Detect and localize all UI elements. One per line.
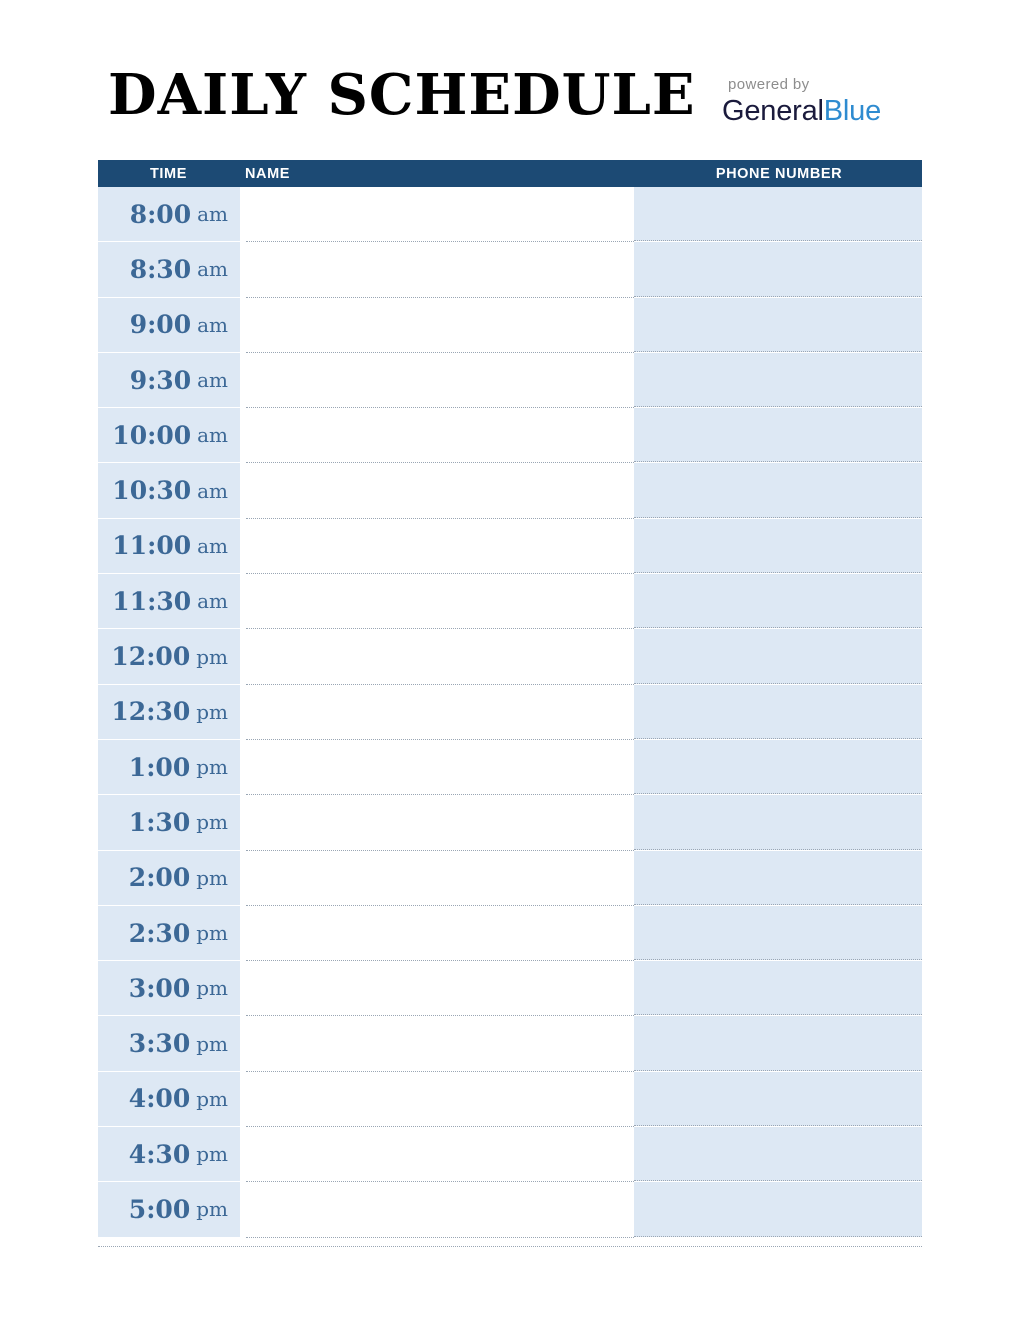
table-row	[98, 1072, 922, 1127]
time-meridiem: am	[197, 312, 228, 337]
dotted-writing-line	[634, 1236, 922, 1237]
time-cell	[98, 906, 240, 961]
name-entry-field[interactable]	[240, 740, 634, 795]
table-row	[98, 961, 922, 1016]
dotted-writing-line	[634, 1070, 922, 1071]
time-cell	[98, 1072, 240, 1127]
time-meridiem: pm	[196, 810, 228, 835]
name-entry-field[interactable]	[240, 187, 634, 242]
time-cell	[98, 298, 240, 353]
phone-entry-field[interactable]	[634, 629, 922, 684]
time-value: 1:30	[128, 807, 191, 837]
time-value: 9:30	[129, 365, 192, 395]
time-meridiem: am	[197, 257, 228, 282]
time-cell	[98, 574, 240, 629]
dotted-writing-line	[634, 1180, 922, 1181]
table-row	[98, 740, 922, 795]
time-value: 11:30	[112, 586, 192, 616]
brand-name-blue: Blue	[823, 95, 882, 127]
phone-entry-field[interactable]	[634, 519, 922, 574]
name-entry-field[interactable]	[240, 463, 634, 518]
phone-entry-field[interactable]	[634, 961, 922, 1016]
phone-entry-field[interactable]	[634, 1072, 922, 1127]
table-row	[98, 353, 922, 408]
phone-entry-field[interactable]	[634, 242, 922, 297]
dotted-writing-line	[634, 904, 922, 905]
time-value: 8:30	[129, 254, 192, 284]
dotted-writing-line	[246, 1237, 634, 1238]
phone-entry-field[interactable]	[634, 353, 922, 408]
time-value: 9:00	[129, 310, 192, 340]
dotted-writing-line	[634, 572, 922, 573]
time-value: 8:00	[129, 199, 192, 229]
schedule-table	[98, 160, 922, 1238]
bottom-rule	[98, 1246, 922, 1247]
dotted-writing-line	[634, 849, 922, 850]
dotted-writing-line	[634, 517, 922, 518]
brand-block	[722, 76, 922, 128]
table-row	[98, 906, 922, 961]
brand-name	[722, 95, 922, 128]
name-entry-field[interactable]	[240, 574, 634, 629]
time-value: 10:00	[112, 420, 192, 450]
time-meridiem: am	[197, 202, 228, 227]
dotted-writing-line	[634, 351, 922, 352]
table-row	[98, 574, 922, 629]
time-meridiem: am	[197, 423, 228, 448]
time-meridiem: pm	[196, 755, 228, 780]
time-meridiem: pm	[196, 1086, 228, 1111]
table-row	[98, 1016, 922, 1071]
time-meridiem: pm	[196, 921, 228, 945]
phone-entry-field[interactable]	[634, 1127, 922, 1182]
name-entry-field[interactable]	[240, 906, 634, 961]
time-meridiem: am	[197, 478, 228, 503]
time-meridiem: pm	[196, 644, 228, 669]
dotted-writing-line	[634, 240, 922, 241]
table-row	[98, 685, 922, 740]
table-row	[98, 242, 922, 297]
phone-entry-field[interactable]	[634, 187, 922, 242]
dotted-writing-line	[634, 959, 922, 960]
time-meridiem: am	[197, 589, 228, 614]
dotted-writing-line	[634, 461, 922, 462]
time-cell	[98, 187, 240, 242]
name-entry-field[interactable]	[240, 795, 634, 850]
page-title: DAILY SCHEDULE	[108, 62, 696, 128]
time-cell	[98, 629, 240, 684]
powered-by-label: powered by	[728, 76, 810, 93]
time-cell	[98, 353, 240, 408]
column-header-time: TIME	[149, 165, 187, 182]
time-meridiem: pm	[196, 976, 228, 1001]
name-entry-field[interactable]	[240, 1072, 634, 1127]
time-cell	[98, 1182, 240, 1237]
phone-entry-field[interactable]	[634, 463, 922, 518]
dotted-writing-line	[634, 296, 922, 297]
time-cell	[98, 463, 240, 518]
time-cell	[98, 795, 240, 850]
phone-entry-field[interactable]	[634, 685, 922, 740]
phone-entry-field[interactable]	[634, 574, 922, 629]
phone-entry-field[interactable]	[634, 906, 922, 961]
time-cell	[98, 740, 240, 795]
time-cell	[98, 1127, 240, 1182]
time-value: 10:30	[112, 476, 192, 506]
phone-entry-field[interactable]	[634, 1182, 922, 1237]
column-header-name: NAME	[244, 165, 291, 182]
name-entry-field[interactable]	[240, 242, 634, 297]
name-entry-field[interactable]	[240, 1016, 634, 1071]
phone-entry-field[interactable]	[634, 851, 922, 906]
time-value: 2:00	[128, 863, 191, 893]
column-header-phone: PHONE NUMBER	[715, 165, 843, 182]
table-body	[98, 187, 922, 1238]
time-value: 12:30	[111, 697, 191, 727]
table-row	[98, 187, 922, 242]
time-meridiem: pm	[196, 699, 228, 724]
phone-entry-field[interactable]	[634, 1016, 922, 1071]
name-entry-field[interactable]	[240, 519, 634, 574]
table-row	[98, 795, 922, 850]
name-entry-field[interactable]	[240, 353, 634, 408]
time-value: 4:00	[128, 1084, 191, 1114]
time-value: 2:30	[128, 918, 191, 948]
time-cell	[98, 961, 240, 1016]
name-entry-field[interactable]	[240, 1182, 634, 1237]
table-row	[98, 1127, 922, 1182]
table-row	[98, 851, 922, 906]
table-row	[98, 1182, 922, 1237]
name-entry-field[interactable]	[240, 298, 634, 353]
time-cell	[98, 1016, 240, 1071]
time-cell	[98, 242, 240, 297]
dotted-writing-line	[634, 683, 922, 684]
time-value: 3:00	[128, 973, 191, 1003]
table-row	[98, 463, 922, 518]
phone-entry-field[interactable]	[634, 408, 922, 463]
phone-entry-field[interactable]	[634, 795, 922, 850]
time-cell	[98, 851, 240, 906]
table-header-row	[98, 160, 922, 187]
time-meridiem: pm	[196, 1197, 228, 1222]
time-value: 11:00	[112, 531, 192, 561]
phone-entry-field[interactable]	[634, 298, 922, 353]
time-cell	[98, 408, 240, 463]
time-meridiem: pm	[196, 1031, 228, 1056]
time-value: 5:00	[128, 1194, 191, 1224]
time-meridiem: am	[197, 368, 228, 393]
table-row	[98, 519, 922, 574]
time-meridiem: pm	[196, 865, 228, 890]
name-entry-field[interactable]	[240, 961, 634, 1016]
dotted-writing-line	[634, 406, 922, 407]
table-row	[98, 298, 922, 353]
dotted-writing-line	[634, 1014, 922, 1015]
time-meridiem: pm	[196, 1142, 228, 1167]
time-value: 4:30	[128, 1139, 191, 1169]
time-cell	[98, 685, 240, 740]
time-value: 12:00	[111, 642, 191, 672]
dotted-writing-line	[634, 627, 922, 628]
time-meridiem: am	[197, 533, 228, 558]
name-entry-field[interactable]	[240, 629, 634, 684]
dotted-writing-line	[634, 793, 922, 794]
phone-entry-field[interactable]	[634, 740, 922, 795]
table-row	[98, 408, 922, 463]
time-value: 3:30	[128, 1029, 191, 1059]
brand-name-general: General	[722, 95, 824, 127]
name-entry-field[interactable]	[240, 1127, 634, 1182]
dotted-writing-line	[634, 1125, 922, 1126]
name-entry-field[interactable]	[240, 408, 634, 463]
time-cell	[98, 519, 240, 574]
table-row	[98, 629, 922, 684]
document-header	[98, 62, 922, 142]
name-entry-field[interactable]	[240, 851, 634, 906]
time-value: 1:00	[128, 752, 191, 782]
name-entry-field[interactable]	[240, 685, 634, 740]
dotted-writing-line	[634, 738, 922, 739]
